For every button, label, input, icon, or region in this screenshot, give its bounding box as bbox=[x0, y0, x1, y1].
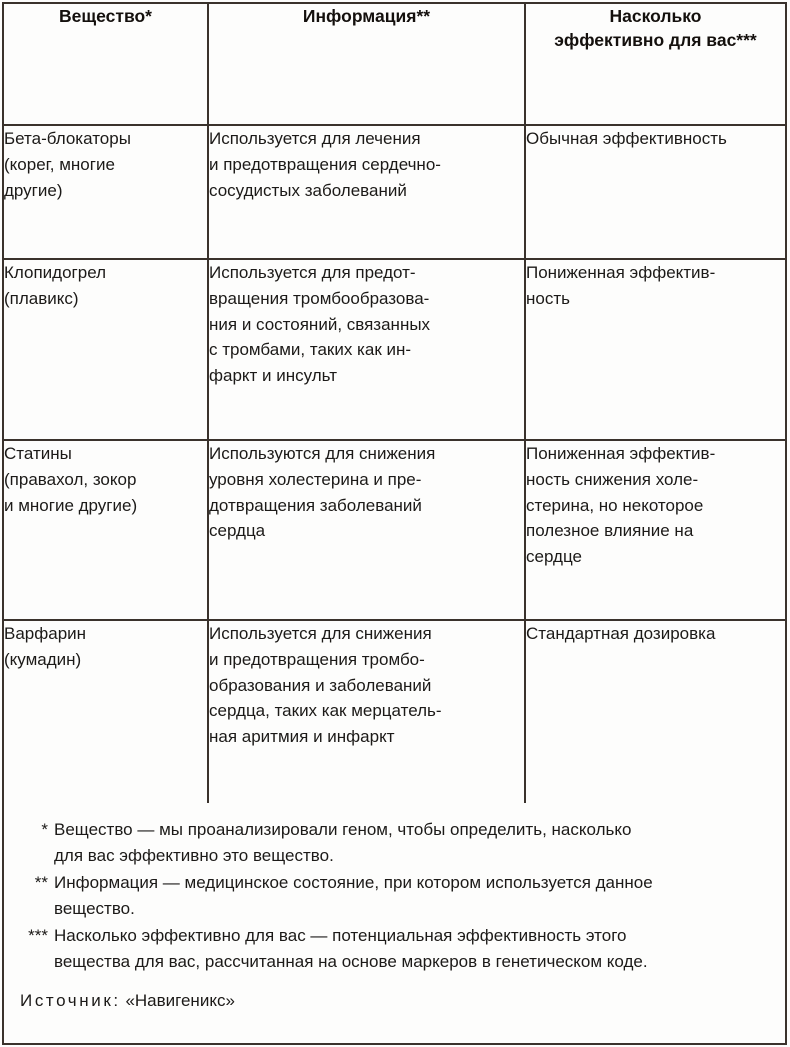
cell-line: и многие другие) bbox=[4, 495, 138, 515]
column-header-effectiveness-label-line2: эффективно для вас*** bbox=[554, 30, 757, 51]
cell-line: Пониженная эффектив- bbox=[526, 263, 716, 282]
cell-line: и предотвращения сердечно- bbox=[209, 154, 441, 174]
cell-line: Используются для снижения bbox=[209, 444, 436, 463]
footnote-text bbox=[54, 817, 769, 868]
footnote-text bbox=[54, 923, 769, 974]
cell-effectiveness bbox=[525, 125, 786, 259]
cell-line: Используется для предот- bbox=[209, 263, 416, 282]
footnote-item bbox=[14, 870, 769, 921]
table-row bbox=[3, 259, 786, 440]
cell-line: (плавикс) bbox=[4, 288, 79, 308]
cell-line: ность снижения холе- bbox=[526, 469, 699, 489]
table-header bbox=[3, 3, 786, 125]
column-header-effectiveness bbox=[525, 3, 786, 125]
cell-line: Стандартная дозировка bbox=[526, 624, 716, 643]
footnotes-section bbox=[2, 803, 787, 1045]
cell-information bbox=[208, 440, 525, 620]
cell-line: Статины bbox=[4, 444, 72, 463]
cell-line: Клопидогрел bbox=[4, 263, 107, 282]
table-row bbox=[3, 440, 786, 620]
footnote-marker: *** bbox=[28, 926, 48, 945]
cell-line: ния и состояний, связанных bbox=[209, 314, 431, 334]
column-header-substance bbox=[3, 3, 208, 125]
column-header-effectiveness-label-line1: Насколько bbox=[609, 6, 702, 26]
column-header-information-label: Информация** bbox=[302, 6, 431, 26]
footnote-line: Вещество — мы проанализировали геном, чтобы определить, насколько bbox=[54, 820, 632, 839]
cell-line: сердце bbox=[526, 547, 582, 567]
cell-line: Обычная эффективность bbox=[526, 129, 727, 148]
cell-line: ная аритмия и инфаркт bbox=[209, 727, 395, 747]
table-header-row bbox=[3, 3, 786, 125]
cell-effectiveness bbox=[525, 620, 786, 806]
cell-information bbox=[208, 259, 525, 440]
drug-effectiveness-table bbox=[2, 2, 787, 807]
column-header-substance-label: Вещество* bbox=[59, 6, 152, 26]
cell-line: с тромбами, таких как ин- bbox=[209, 340, 412, 360]
column-header-information bbox=[208, 3, 525, 125]
source-value: «Навигеникс» bbox=[125, 991, 235, 1010]
footnote-line: для вас эффективно это вещество. bbox=[54, 845, 334, 865]
cell-substance bbox=[3, 620, 208, 806]
cell-line: образования и заболеваний bbox=[209, 675, 432, 695]
cell-line: Используется для лечения bbox=[209, 129, 421, 148]
table-row bbox=[3, 620, 786, 806]
cell-line: Используется для снижения bbox=[209, 624, 432, 643]
cell-line: (правахол, зокор bbox=[4, 469, 137, 489]
cell-line: и предотвращения тромбо- bbox=[209, 649, 425, 669]
footnote-text bbox=[54, 870, 769, 921]
cell-line: Бета-блокаторы bbox=[4, 129, 131, 148]
footnote-marker: ** bbox=[34, 873, 48, 892]
cell-line: Пониженная эффектив- bbox=[526, 444, 716, 463]
cell-effectiveness bbox=[525, 440, 786, 620]
footnote-item bbox=[14, 923, 769, 974]
cell-line: вращения тромбообразова- bbox=[209, 288, 430, 308]
cell-substance bbox=[3, 125, 208, 259]
cell-line: другие) bbox=[4, 180, 63, 200]
cell-effectiveness bbox=[525, 259, 786, 440]
cell-line: Варфарин bbox=[4, 624, 87, 643]
cell-information bbox=[208, 125, 525, 259]
cell-line: фаркт и инсульт bbox=[209, 366, 337, 386]
table-body bbox=[3, 125, 786, 806]
cell-line: (корег, многие bbox=[4, 154, 115, 174]
footnote-line: вещества для вас, рассчитанная на основе маркеров в генетическом коде. bbox=[54, 951, 648, 971]
cell-line: сердца, таких как мерцатель- bbox=[209, 701, 442, 721]
footnote-line: Информация — медицинское состояние, при котором используется данное bbox=[54, 873, 653, 892]
cell-line: (кумадин) bbox=[4, 649, 82, 669]
cell-line: стерина, но некоторое bbox=[526, 495, 704, 515]
cell-substance bbox=[3, 259, 208, 440]
footnote-line: Насколько эффективно для вас — потенциальная эффективность этого bbox=[54, 926, 627, 945]
footnote-marker: * bbox=[41, 820, 48, 839]
cell-substance bbox=[3, 440, 208, 620]
footnote-item bbox=[14, 817, 769, 868]
cell-line: уровня холестерина и пре- bbox=[209, 469, 422, 489]
source-label: Источник: bbox=[20, 991, 121, 1010]
footnote-line: вещество. bbox=[54, 898, 135, 918]
table-row bbox=[3, 125, 786, 259]
cell-line: дотвращения заболеваний bbox=[209, 495, 422, 515]
cell-line: сосудистых заболеваний bbox=[209, 180, 407, 200]
cell-line: ность bbox=[526, 288, 570, 308]
cell-information bbox=[208, 620, 525, 806]
source-line bbox=[20, 988, 769, 1014]
cell-line: сердца bbox=[209, 521, 266, 541]
cell-line: полезное влияние на bbox=[526, 521, 694, 541]
